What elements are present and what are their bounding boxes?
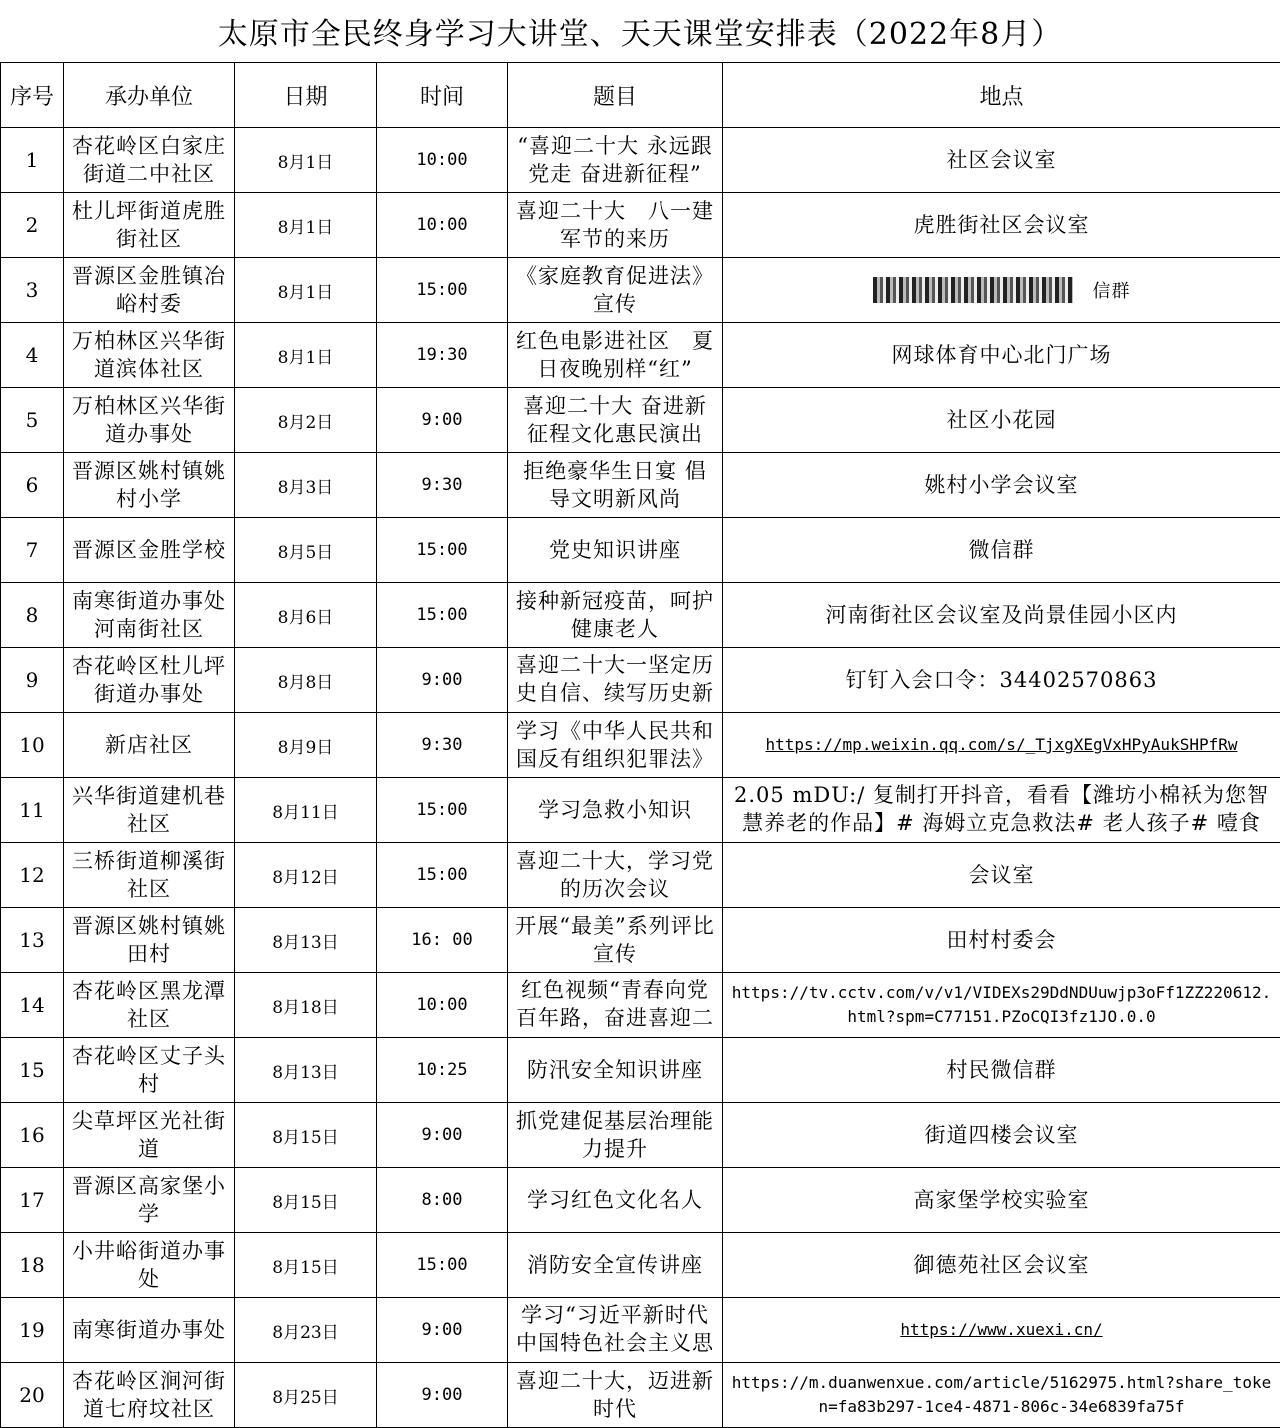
cell-time: 15:00 [377, 583, 508, 648]
cell-topic [508, 648, 723, 713]
table-row [1, 453, 1280, 518]
cell-org [64, 908, 235, 973]
place-text: 钉钉入会口令：34402570863 [729, 666, 1274, 694]
cell-no: 9 [1, 648, 64, 713]
table-row [1, 323, 1280, 388]
cell-org-text: 兴华街道建机巷社区 [70, 782, 228, 838]
table-row [1, 1363, 1280, 1428]
cell-topic [508, 973, 723, 1038]
cell-topic-text: 拒绝豪华生日宴 倡导文明新风尚 [514, 457, 716, 513]
cell-org-text: 三桥街道柳溪街社区 [70, 847, 228, 903]
place-text: 街道四楼会议室 [729, 1121, 1274, 1149]
cell-topic [508, 128, 723, 193]
cell-org-text: 新店社区 [70, 731, 228, 759]
cell-topic [508, 1233, 723, 1298]
cell-org [64, 128, 235, 193]
cell-time: 9:00 [377, 1363, 508, 1428]
cell-topic [508, 258, 723, 323]
cell-topic-text: 红色电影进社区 夏日夜晚别样“红” [514, 327, 716, 383]
table-row [1, 128, 1280, 193]
cell-org-text: 小井峪街道办事处 [70, 1237, 228, 1293]
cell-time: 9:00 [377, 388, 508, 453]
cell-place [723, 1103, 1280, 1168]
cell-org-text: 杏花岭区涧河街道七府坟社区 [70, 1367, 228, 1423]
cell-time: 15:00 [377, 258, 508, 323]
cell-no: 8 [1, 583, 64, 648]
cell-topic [508, 778, 723, 843]
cell-place [723, 973, 1280, 1038]
cell-topic-text: 学习《中华人民共和国反有组织犯罪法》 [514, 717, 716, 773]
place-text: 御德苑社区会议室 [729, 1251, 1274, 1279]
cell-time: 15:00 [377, 1233, 508, 1298]
table-row [1, 1168, 1280, 1233]
cell-topic [508, 1298, 723, 1363]
cell-place [723, 388, 1280, 453]
place-redacted-wrap [729, 277, 1274, 303]
cell-org [64, 713, 235, 778]
cell-org [64, 1298, 235, 1363]
place-text: 村民微信群 [729, 1056, 1274, 1084]
cell-date: 8月5日 [235, 518, 377, 583]
cell-topic-text: 喜迎二十大一坚定历史自信、续写历史新 [514, 651, 716, 709]
table-row [1, 193, 1280, 258]
table-row [1, 1298, 1280, 1363]
cell-topic [508, 1363, 723, 1428]
cell-place [723, 258, 1280, 323]
cell-place [723, 128, 1280, 193]
cell-topic-text: 学习急救小知识 [514, 796, 716, 824]
cell-org [64, 1038, 235, 1103]
cell-org [64, 193, 235, 258]
table-row [1, 583, 1280, 648]
cell-date: 8月15日 [235, 1103, 377, 1168]
cell-org-text: 晋源区金胜镇冶峪村委 [70, 262, 228, 318]
cell-org-text: 晋源区姚村镇姚田村 [70, 912, 228, 968]
cell-time: 15:00 [377, 518, 508, 583]
cell-topic [508, 713, 723, 778]
place-text: 虎胜街社区会议室 [729, 211, 1274, 239]
cell-org-text: 万柏林区兴华街道滨体社区 [70, 327, 228, 383]
cell-org [64, 973, 235, 1038]
table-row [1, 518, 1280, 583]
place-text: 社区小花园 [729, 406, 1274, 434]
cell-topic [508, 323, 723, 388]
cell-no: 6 [1, 453, 64, 518]
cell-place [723, 908, 1280, 973]
cell-no: 10 [1, 713, 64, 778]
cell-date: 8月18日 [235, 973, 377, 1038]
cell-time: 9:00 [377, 1298, 508, 1363]
place-text: 高家堡学校实验室 [729, 1186, 1274, 1214]
cell-org-text: 杏花岭区丈子头村 [70, 1042, 228, 1098]
cell-place [723, 1233, 1280, 1298]
cell-org [64, 1233, 235, 1298]
cell-date: 8月2日 [235, 388, 377, 453]
table-row [1, 1038, 1280, 1103]
header-time: 时间 [377, 63, 508, 128]
cell-date: 8月3日 [235, 453, 377, 518]
cell-no: 2 [1, 193, 64, 258]
cell-topic [508, 1038, 723, 1103]
cell-no: 20 [1, 1363, 64, 1428]
cell-topic [508, 583, 723, 648]
cell-time: 15:00 [377, 778, 508, 843]
cell-org-text: 杏花岭区黑龙潭社区 [70, 977, 228, 1033]
cell-time: 10:00 [377, 973, 508, 1038]
cell-date: 8月15日 [235, 1233, 377, 1298]
cell-no: 14 [1, 973, 64, 1038]
cell-no: 19 [1, 1298, 64, 1363]
place-text: 姚村小学会议室 [729, 471, 1274, 499]
cell-org [64, 648, 235, 713]
page-title: 太原市全民终身学习大讲堂、天天课堂安排表（2022年8月） [0, 0, 1280, 62]
table-row [1, 778, 1280, 843]
cell-place [723, 453, 1280, 518]
place-text: 田村村委会 [729, 926, 1274, 954]
cell-no: 4 [1, 323, 64, 388]
cell-date: 8月25日 [235, 1363, 377, 1428]
cell-time: 9:30 [377, 713, 508, 778]
cell-org-text: 南寒街道办事处河南街社区 [70, 587, 228, 643]
cell-org-text: 晋源区金胜学校 [70, 536, 228, 564]
cell-time: 9:00 [377, 1103, 508, 1168]
cell-place [723, 1363, 1280, 1428]
cell-date: 8月13日 [235, 1038, 377, 1103]
redacted-block [873, 277, 1073, 303]
cell-org [64, 453, 235, 518]
header-topic: 题目 [508, 63, 723, 128]
table-row [1, 843, 1280, 908]
cell-org-text: 杜儿坪街道虎胜街社区 [70, 197, 228, 253]
place-text: 社区会议室 [729, 146, 1274, 174]
cell-date: 8月13日 [235, 908, 377, 973]
cell-org [64, 778, 235, 843]
cell-place [723, 583, 1280, 648]
cell-org [64, 323, 235, 388]
table-row [1, 258, 1280, 323]
cell-topic [508, 193, 723, 258]
cell-date: 8月12日 [235, 843, 377, 908]
cell-no: 18 [1, 1233, 64, 1298]
cell-no: 7 [1, 518, 64, 583]
cell-topic [508, 908, 723, 973]
table-row [1, 973, 1280, 1038]
cell-topic [508, 1168, 723, 1233]
cell-time: 10:25 [377, 1038, 508, 1103]
header-date: 日期 [235, 63, 377, 128]
cell-topic [508, 518, 723, 583]
table-row [1, 908, 1280, 973]
cell-place [723, 518, 1280, 583]
cell-no: 3 [1, 258, 64, 323]
cell-topic [508, 388, 723, 453]
cell-time: 10:00 [377, 128, 508, 193]
cell-org-text: 晋源区姚村镇姚村小学 [70, 457, 228, 513]
header-no: 序号 [1, 63, 64, 128]
cell-org-text: 万柏林区兴华街道办事处 [70, 392, 228, 448]
cell-date: 8月1日 [235, 258, 377, 323]
cell-topic-text: “喜迎二十大 永远跟党走 奋进新征程” [514, 132, 716, 188]
cell-topic-text: 党史知识讲座 [514, 536, 716, 564]
table-row [1, 713, 1280, 778]
cell-no: 13 [1, 908, 64, 973]
cell-topic-text: 喜迎二十大，迈进新时代 [514, 1367, 716, 1423]
cell-topic-text: 接种新冠疫苗，呵护健康老人 [514, 587, 716, 643]
cell-org-text: 杏花岭区杜儿坪街道办事处 [70, 652, 228, 708]
cell-topic-text: 《家庭教育促进法》宣传 [514, 262, 716, 318]
cell-topic-text: 喜迎二十大，学习党的历次会议 [514, 847, 716, 903]
cell-place [723, 323, 1280, 388]
header-row [1, 63, 1280, 128]
cell-org [64, 1103, 235, 1168]
cell-place[interactable] [723, 713, 1280, 778]
cell-date: 8月1日 [235, 128, 377, 193]
cell-topic-text: 红色视频“青春向党百年路，奋进喜迎二 [514, 976, 716, 1034]
cell-topic-text: 抓党建促基层治理能力提升 [514, 1107, 716, 1163]
place-text: 网球体育中心北门广场 [729, 341, 1274, 369]
cell-org [64, 258, 235, 323]
cell-time: 19:30 [377, 323, 508, 388]
cell-place [723, 843, 1280, 908]
cell-date: 8月9日 [235, 713, 377, 778]
cell-topic-text: 学习“习近平新时代中国特色社会主义思 [514, 1301, 716, 1359]
cell-topic-text: 防汛安全知识讲座 [514, 1056, 716, 1084]
header-place: 地点 [723, 63, 1280, 128]
cell-org [64, 1363, 235, 1428]
place-text: https://m.duanwenxue.com/article/5162975.html?share_token=fa83b297-1ce4-4871-806c-34e6839fa75f [729, 1371, 1274, 1419]
cell-time: 9:30 [377, 453, 508, 518]
cell-org-text: 南寒街道办事处 [70, 1316, 228, 1344]
cell-date: 8月1日 [235, 193, 377, 258]
cell-org [64, 583, 235, 648]
cell-date: 8月23日 [235, 1298, 377, 1363]
cell-place [723, 778, 1280, 843]
cell-org [64, 1168, 235, 1233]
table-row [1, 648, 1280, 713]
cell-time: 15:00 [377, 843, 508, 908]
cell-no: 17 [1, 1168, 64, 1233]
cell-topic-text: 喜迎二十大 奋进新征程文化惠民演出 [514, 392, 716, 448]
place-text: 河南街社区会议室及尚景佳园小区内 [729, 601, 1274, 629]
cell-org [64, 843, 235, 908]
cell-topic [508, 1103, 723, 1168]
cell-org [64, 388, 235, 453]
cell-no: 16 [1, 1103, 64, 1168]
place-text: https://tv.cctv.com/v/v1/VIDEXs29DdNDUuwjp3oFf1ZZ220612.html?spm=C77151.PZoCQI3fz1JO.0.0 [729, 981, 1274, 1029]
cell-date: 8月15日 [235, 1168, 377, 1233]
cell-org [64, 518, 235, 583]
table-row [1, 388, 1280, 453]
cell-date: 8月1日 [235, 323, 377, 388]
cell-topic-text: 开展“最美”系列评比宣传 [514, 912, 716, 968]
cell-date: 8月11日 [235, 778, 377, 843]
cell-org-text: 尖草坪区光社街道 [70, 1107, 228, 1163]
place-text: 信群 [1093, 277, 1131, 303]
cell-place[interactable] [723, 1298, 1280, 1363]
cell-time: 8:00 [377, 1168, 508, 1233]
place-link[interactable]: https://mp.weixin.qq.com/s/_TjxgXEgVxHPyAukSHPfRw [729, 733, 1274, 757]
cell-topic-text: 喜迎二十大 八一建军节的来历 [514, 197, 716, 253]
cell-place [723, 1038, 1280, 1103]
cell-place [723, 648, 1280, 713]
place-text: 会议室 [729, 861, 1274, 889]
cell-date: 8月8日 [235, 648, 377, 713]
cell-no: 11 [1, 778, 64, 843]
cell-topic [508, 453, 723, 518]
cell-time: 10:00 [377, 193, 508, 258]
cell-date: 8月6日 [235, 583, 377, 648]
cell-topic-text: 消防安全宣传讲座 [514, 1251, 716, 1279]
place-text: 微信群 [729, 536, 1274, 564]
cell-no: 15 [1, 1038, 64, 1103]
cell-no: 12 [1, 843, 64, 908]
place-link[interactable]: https://www.xuexi.cn/ [729, 1318, 1274, 1342]
cell-org-text: 杏花岭区白家庄街道二中社区 [70, 132, 228, 188]
cell-topic [508, 843, 723, 908]
cell-time: 9:00 [377, 648, 508, 713]
cell-place [723, 193, 1280, 258]
cell-topic-text: 学习红色文化名人 [514, 1186, 716, 1214]
table-row [1, 1103, 1280, 1168]
header-org: 承办单位 [64, 63, 235, 128]
cell-time: 16: 00 [377, 908, 508, 973]
cell-no: 1 [1, 128, 64, 193]
table-row [1, 1233, 1280, 1298]
cell-no: 5 [1, 388, 64, 453]
cell-org-text: 晋源区高家堡小学 [70, 1172, 228, 1228]
schedule-table [0, 62, 1280, 1428]
place-text: 2.05 mDU:/ 复制打开抖音，看看【潍坊小棉袄为您智慧养老的作品】# 海姆立克急救法# 老人孩子# 噎食 [729, 781, 1274, 839]
cell-place [723, 1168, 1280, 1233]
